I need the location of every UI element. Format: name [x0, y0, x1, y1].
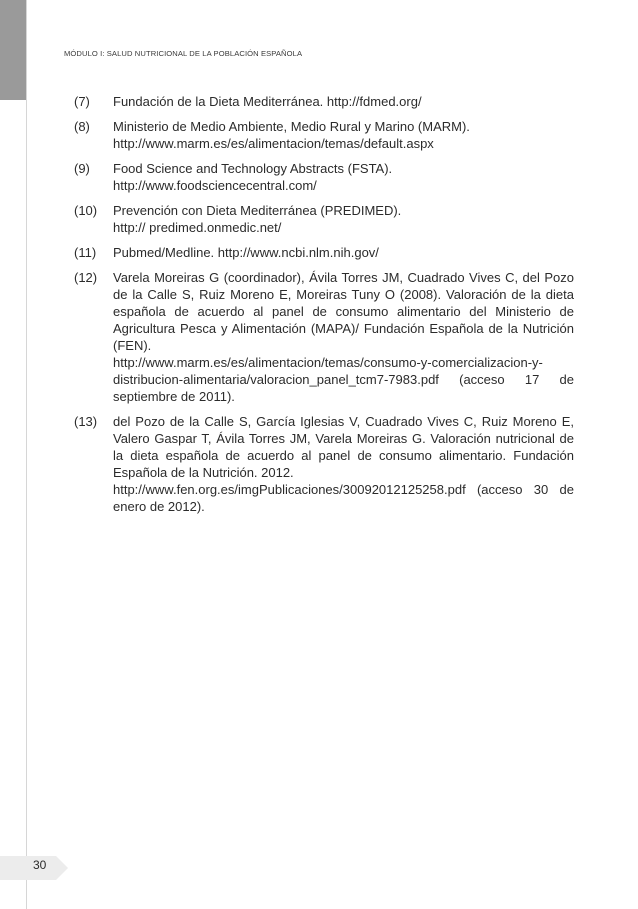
reference-item	[74, 269, 574, 405]
reference-item	[74, 202, 574, 236]
reference-line: http://www.foodsciencecentral.com/	[113, 178, 317, 193]
reference-line: Ministerio de Medio Ambiente, Medio Rural y Marino (MARM).	[113, 119, 470, 134]
reference-number: (13)	[74, 414, 98, 429]
reference-line: http://www.fen.org.es/imgPublicaciones/30092012125258.pdf (acceso 30 de enero de 2012).	[113, 482, 574, 514]
reference-item	[74, 93, 574, 110]
reference-line: http:// predimed.onmedic.net/	[113, 220, 282, 235]
reference-text	[113, 244, 574, 261]
reference-text	[113, 413, 574, 515]
reference-number: (10)	[74, 203, 98, 218]
reference-line: http://www.marm.es/es/alimentacion/temas/consumo-y-comercializacion-y-distribucion-alimentaria/valoracion_panel_tcm7-7983.pdf (acceso 17 de septiembre de 2011).	[113, 355, 574, 404]
page-edge-line	[26, 0, 27, 909]
reference-line: http://www.marm.es/es/alimentacion/temas/default.aspx	[113, 136, 434, 151]
side-color-bar	[0, 0, 26, 100]
reference-number: (12)	[74, 270, 98, 285]
reference-line: Food Science and Technology Abstracts (FSTA).	[113, 161, 393, 176]
reference-number: (8)	[74, 119, 90, 134]
reference-number: (7)	[74, 94, 90, 109]
reference-line: Varela Moreiras G (coordinador), Ávila Torres JM, Cuadrado Vives C, del Pozo de la Calle S, Ruiz Moreno E, Moreiras Tuny O (2008). Valoración de la dieta española de acuerdo al panel de consumo alimentario del Ministerio de Agricultura Pesca y Alimentación (MAPA)/ Fundación Española de la Nutrición (FEN).	[113, 270, 574, 353]
reference-line: Fundación de la Dieta Mediterránea. http://fdmed.org/	[113, 94, 422, 109]
reference-text	[113, 202, 574, 236]
running-header: MÓDULO I: SALUD NUTRICIONAL DE LA POBLACIÓN ESPAÑOLA	[64, 49, 303, 58]
reference-item	[74, 244, 574, 261]
reference-line: Prevención con Dieta Mediterránea (PREDIMED).	[113, 203, 402, 218]
reference-text	[113, 93, 574, 110]
page-number: 30	[33, 858, 47, 872]
reference-list	[74, 93, 574, 523]
reference-text	[113, 269, 574, 405]
reference-line: del Pozo de la Calle S, García Iglesias V, Cuadrado Vives C, Ruiz Moreno E, Valero Gaspar T, Ávila Torres JM, Varela Moreiras G. Valoración nutricional de la dieta española de acuerdo al panel de consumo alimentario. Fundación Española de la Nutrición. 2012.	[113, 414, 574, 480]
reference-number: (11)	[74, 245, 97, 260]
reference-text	[113, 118, 574, 152]
reference-line: Pubmed/Medline. http://www.ncbi.nlm.nih.gov/	[113, 245, 379, 260]
reference-item	[74, 160, 574, 194]
reference-item	[74, 118, 574, 152]
reference-text	[113, 160, 574, 194]
reference-number: (9)	[74, 161, 90, 176]
reference-item	[74, 413, 574, 515]
